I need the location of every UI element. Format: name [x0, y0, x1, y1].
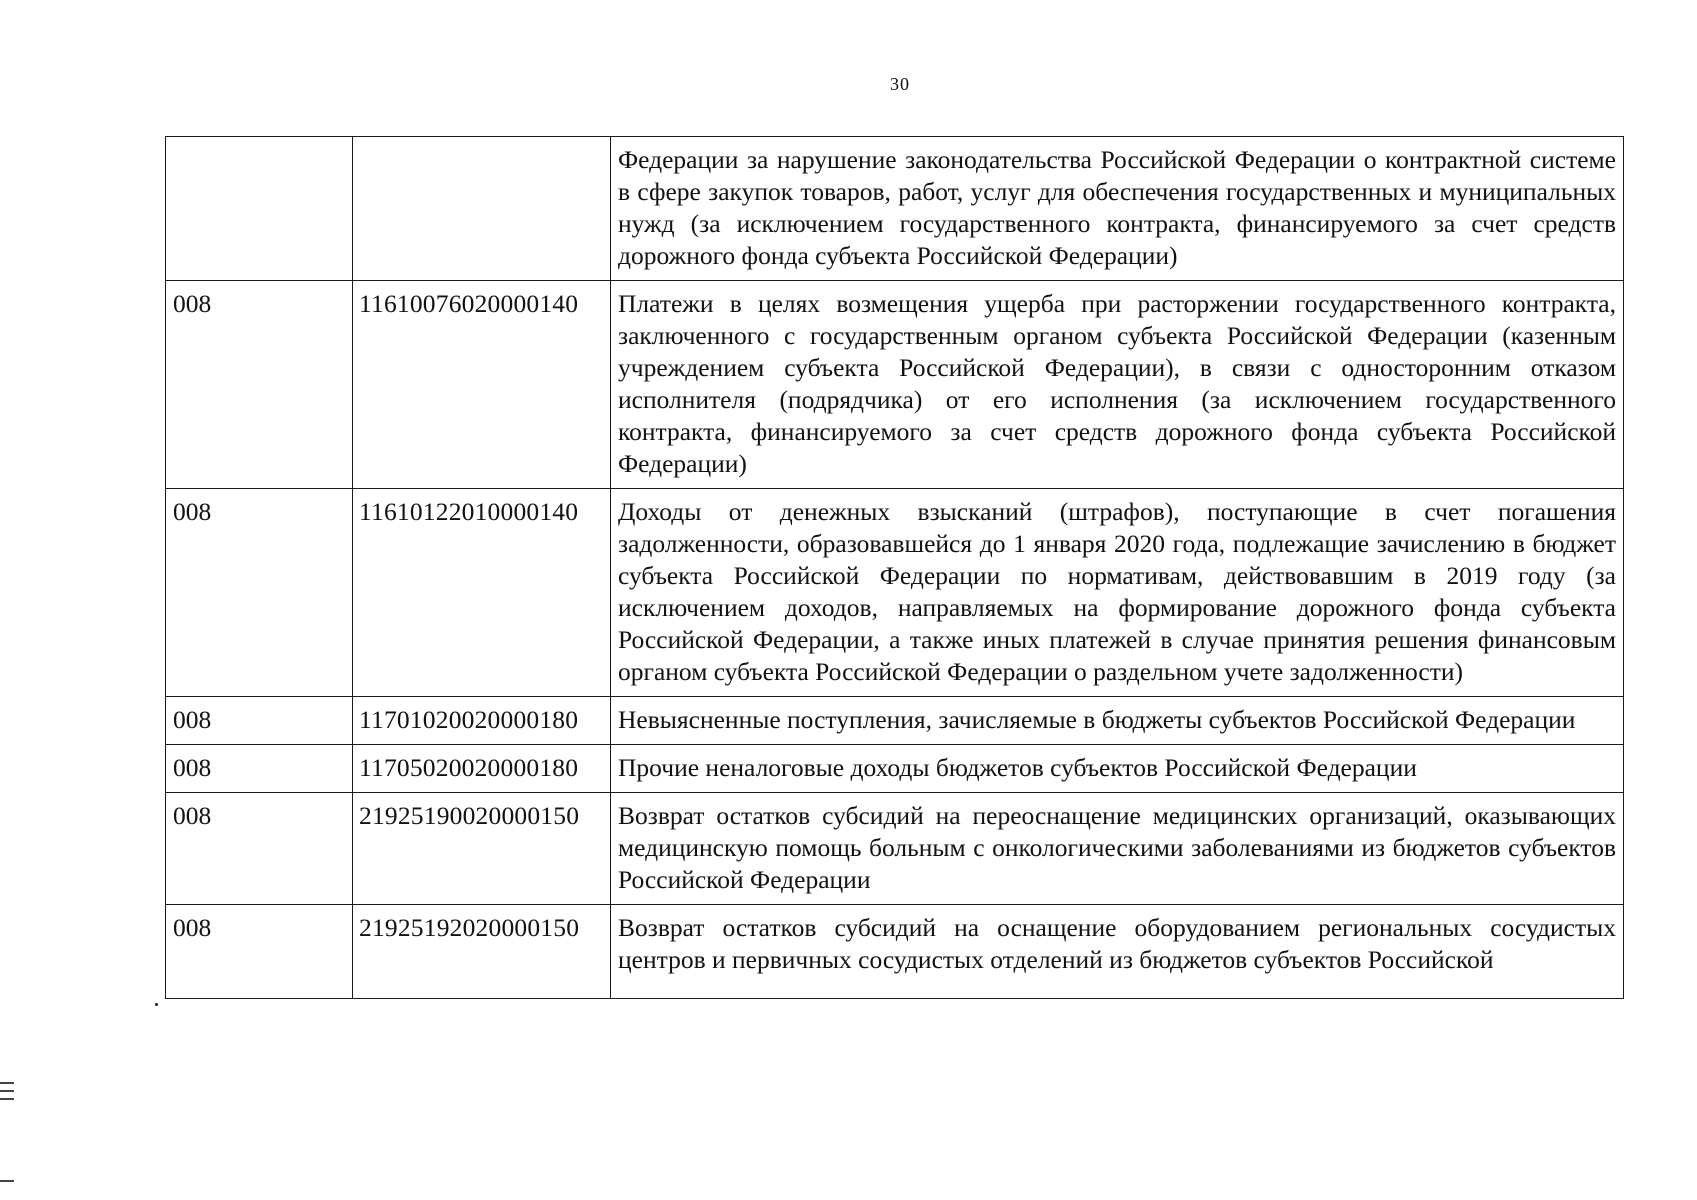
admin-code-cell: [166, 137, 353, 281]
revenue-name-cell: Федерации за нарушение законодательства Российской Федерации о контрактной системе в сфере закупок товаров, работ, услуг для обеспечения государственных и муниципальных нужд (за исключением государственного контракта, финансируемого за счет средств дорожного фонда субъекта Российской Федерации): [611, 137, 1624, 281]
table-row: [166, 137, 1624, 281]
budget-code-cell: 21925190020000150: [353, 793, 611, 905]
revenue-name-cell: Возврат остатков субсидий на переоснащение медицинских организаций, оказывающих медицинскую помощь больным с онкологическими заболеваниями из бюджетов субъектов Российской Федерации: [611, 793, 1624, 905]
table-row: [166, 745, 1624, 793]
revenue-name-cell: Платежи в целях возмещения ущерба при расторжении государственного контракта, заключенного с государственным органом субъекта Российской Федерации (казенным учреждением субъекта Российской Федерации), в связи с односторонним отказом исполнителя (подрядчика) от его исполнения (за исключением государственного контракта, финансируемого за счет средств дорожного фонда субъекта Российской Федерации): [611, 281, 1624, 489]
admin-code-cell: 008: [166, 281, 353, 489]
budget-code-cell: 21925192020000150: [353, 905, 611, 999]
budget-code-cell: 11610122010000140: [353, 489, 611, 697]
revenue-name-cell: Невыясненные поступления, зачисляемые в бюджеты субъектов Российской Федерации: [611, 697, 1624, 745]
budget-code-cell: 11610076020000140: [353, 281, 611, 489]
revenue-name-text: Возврат остатков субсидий на оснащение оборудованием региональных сосудистых центров и первичных сосудистых отделений из бюджетов субъектов Российской: [618, 913, 1616, 974]
admin-code-cell: 008: [166, 793, 353, 905]
table-row: [166, 489, 1624, 697]
table-row: [166, 905, 1624, 999]
admin-code-cell: 008: [166, 745, 353, 793]
scan-speck: [155, 1003, 158, 1006]
margin-mark: [0, 1180, 14, 1182]
margin-mark: [0, 1082, 14, 1084]
revenue-name-cell: Доходы от денежных взысканий (штрафов), поступающие в счет погашения задолженности, образовавшейся до 1 января 2020 года, подлежащие зачислению в бюджет субъекта Российской Федерации по нормативам, действовавшим в 2019 году (за исключением доходов, направляемых на формирование дорожного фонда субъекта Российской Федерации, а также иных платежей в случае принятия решения финансовым органом субъекта Российской Федерации о раздельном учете задолженности): [611, 489, 1624, 697]
revenue-name-cell: Прочие неналоговые доходы бюджетов субъектов Российской Федерации: [611, 745, 1624, 793]
revenue-name-cell: [611, 905, 1624, 999]
budget-code-cell: [353, 137, 611, 281]
margin-mark: [0, 1090, 14, 1092]
admin-code-cell: 008: [166, 489, 353, 697]
admin-code-cell: 008: [166, 697, 353, 745]
margin-mark: [0, 1098, 14, 1100]
table-row: [166, 697, 1624, 745]
budget-code-cell: 11705020020000180: [353, 745, 611, 793]
admin-code-cell: 008: [166, 905, 353, 999]
budget-code-cell: 11701020020000180: [353, 697, 611, 745]
table-row: [166, 793, 1624, 905]
page-number: 30: [890, 74, 910, 94]
revenue-codes-table: [165, 136, 1624, 999]
table-row: [166, 281, 1624, 489]
